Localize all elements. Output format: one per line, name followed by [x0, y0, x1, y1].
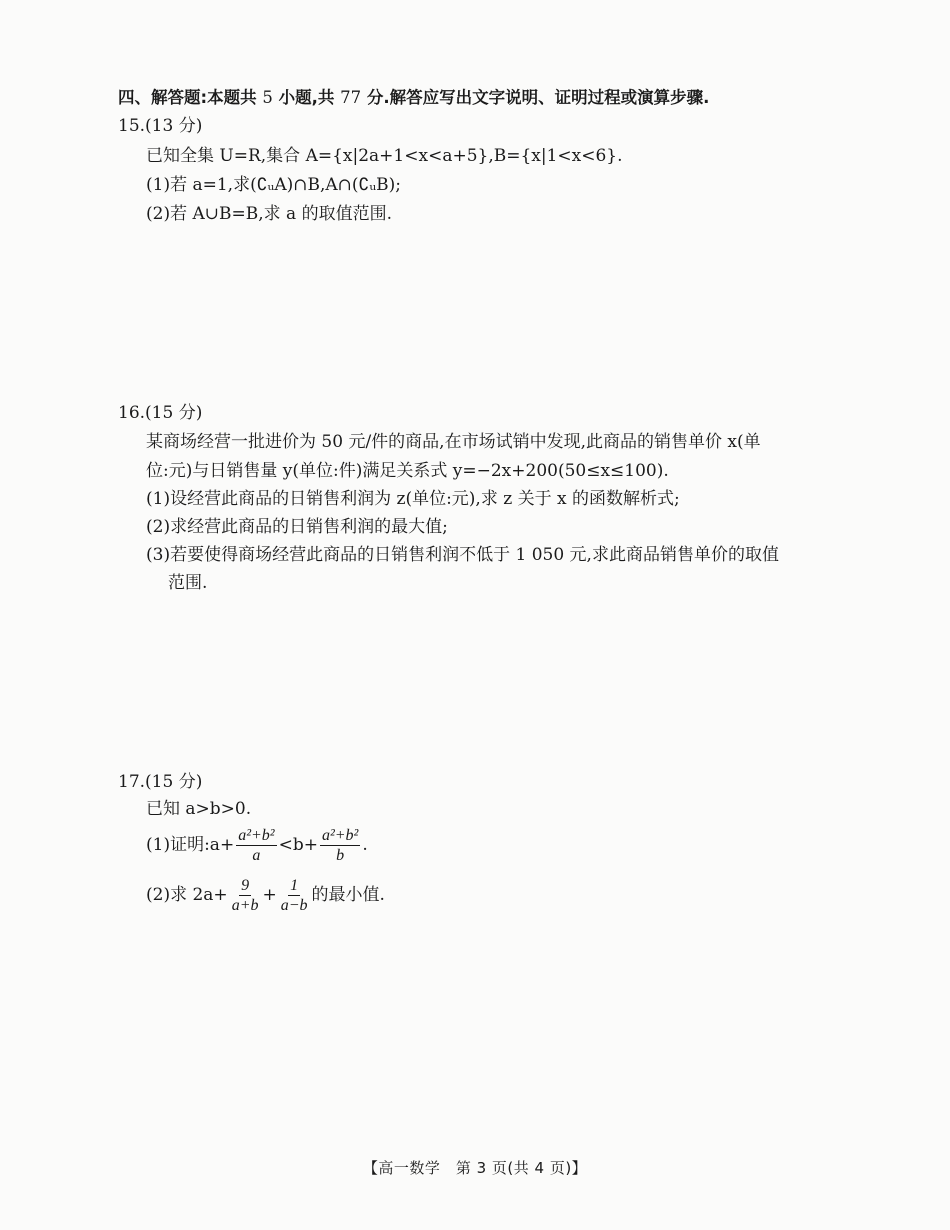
numerator: a²+b² [238, 827, 275, 844]
sub-question-2 [146, 876, 385, 915]
header-text: 分.解答应写出文字说明、证明过程或演算步骤. [361, 88, 710, 107]
fraction [230, 876, 261, 915]
question-label: 15.(13 分) [118, 116, 203, 136]
fraction [236, 826, 276, 865]
text: + [262, 885, 277, 905]
question-count: 5 [262, 88, 273, 107]
question-stem: 已知 a>b>0. [146, 799, 252, 819]
sub-question-3-cont: 范围. [168, 573, 208, 593]
question-stem: 某商场经营一批进价为 50 元/件的商品,在市场试销中发现,此商品的销售单价 x(单 [146, 432, 761, 452]
section-header [118, 86, 709, 110]
fraction [279, 876, 310, 915]
numerator: a²+b² [321, 827, 359, 844]
sub-question-2: (2)若 A∪B=B,求 a 的取值范围. [146, 204, 392, 224]
numerator: 1 [290, 877, 299, 894]
denominator: a [252, 847, 261, 864]
text: 的最小值. [311, 885, 385, 905]
denominator: b [336, 847, 345, 864]
total-score: 77 [340, 88, 362, 107]
question-stem: 已知全集 U=R,集合 A={x|2a+1<x<a+5},B={x|1<x<6}. [146, 146, 623, 166]
denominator: a−b [280, 897, 308, 914]
sub-question-1 [146, 826, 368, 865]
page-footer: 【高一数学 第 3 页(共 4 页)】 [362, 1159, 588, 1177]
text: . [362, 835, 368, 855]
sub-question-1: (1)若 a=1,求(∁ᵤA)∩B,A∩(∁ᵤB); [146, 175, 401, 195]
question-stem-cont: 位:元)与日销售量 y(单位:件)满足关系式 y=−2x+200(50≤x≤100). [146, 461, 669, 481]
sub-question-1: (1)设经营此商品的日销售利润为 z(单位:元),求 z 关于 x 的函数解析式; [146, 489, 680, 509]
header-text: 小题,共 [272, 88, 341, 107]
fraction [320, 826, 360, 865]
text: (2)求 2a+ [146, 885, 228, 905]
text: <b+ [278, 835, 318, 855]
numerator: 9 [241, 877, 250, 894]
denominator: a+b [231, 897, 259, 914]
sub-question-3: (3)若要使得商场经营此商品的日销售利润不低于 1 050 元,求此商品销售单价的取值 [146, 545, 779, 565]
question-label: 17.(15 分) [118, 772, 203, 792]
header-text: 四、解答题:本题共 [118, 88, 263, 107]
text: (1)证明:a+ [146, 835, 235, 855]
question-label: 16.(15 分) [118, 403, 203, 423]
sub-question-2: (2)求经营此商品的日销售利润的最大值; [146, 517, 448, 537]
